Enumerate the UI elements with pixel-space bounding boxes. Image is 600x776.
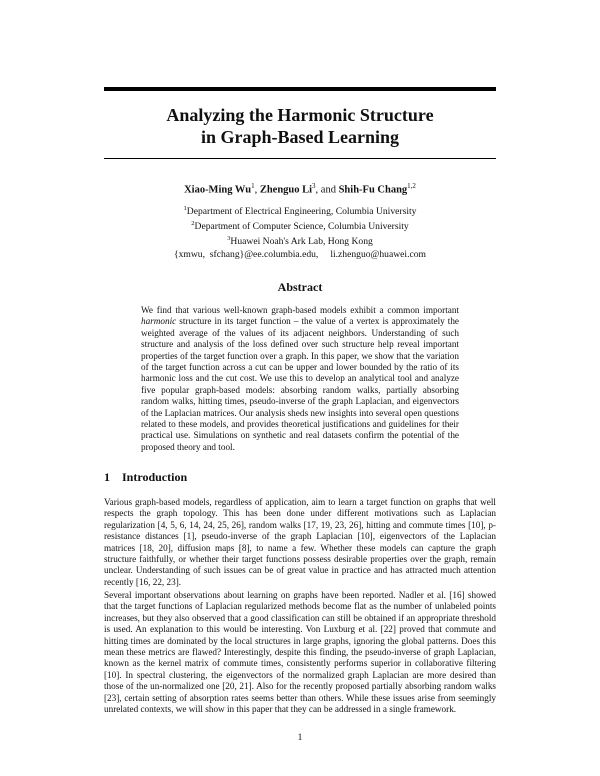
affiliations	[104, 203, 496, 261]
affiliation-3-marker: 3	[227, 235, 231, 243]
affiliation-2	[104, 218, 496, 233]
title-top-rule	[104, 87, 496, 91]
paper-title	[104, 104, 496, 148]
author-1: Xiao-Ming Wu	[184, 184, 252, 196]
intro-paragraph-2: Several important observations about learning on graphs have been reported. Nadler et al. [16] showed that the target functions of Laplacian regularized methods become flat as the number of unlabeled points increases, but they also observed that a good classification can still be obtained if an appropriate threshold is used. An explanation to this would be interesting. Von Luxburg et al. [22] proved that commute and hitting times are dominated by the local structures in large graphs, ignoring the global patterns. Does this mean these metrics are flawed? Interestingly, despite this finding, the pseudo-inverse of graph Laplacian, known as the kernel matrix of commute times, consistently performs superior in collaborative filtering [10]. In spectral clustering, the eigenvectors of the normalized graph Laplacian are more desired than those of the un-normalized one [20, 21]. Also for the recently proposed partially absorbing random walks [23], certain setting of absorption rates seems better than others. While these issues arise from seemingly unrelated contexts, we will show in this paper that they can be addressed in a single framework.	[104, 590, 496, 715]
abstract-heading: Abstract	[277, 280, 323, 294]
author-1-affil: 1	[251, 182, 255, 190]
author-separator: ,	[254, 184, 260, 196]
abstract-text-start: We find that various well-known graph-based models exhibit a common important	[141, 305, 459, 315]
affiliation-1-marker: 1	[183, 205, 187, 212]
title-line-2: in Graph-Based Learning	[200, 127, 400, 147]
author-emails: {xmwu, sfchang}@ee.columbia.edu, li.zhenguo@huawei.com	[174, 248, 426, 260]
author-2: Zhenguo Li	[259, 184, 313, 196]
title-bottom-rule	[104, 158, 496, 159]
author-and: , and	[315, 184, 339, 196]
author-2-affil: 3	[312, 182, 316, 190]
section-heading	[104, 470, 187, 485]
affiliation-1	[104, 203, 496, 218]
section-title: Introduction	[122, 470, 188, 484]
intro-paragraph-1: Various graph-based models, regardless of application, aim to learn a target function on graphs that well respects the graph topology. This has been done under different motivations such as Laplacian regularization [4, 5, 6, 14, 24, 25, 26], random walks [17, 19, 23, 26], hitting and commute times [10], p-resistance distances [1], pseudo-inverse of the graph Laplacian [10], eigenvectors of the Laplacian matrices [18, 20], diffusion maps [8], to name a few. Whether these models can capture the graph structure faithfully, or whether their target functions possess desirable properties over the graph, remain unclear. Understanding of such issues can be of great value in practice and has attracted much attention recently [16, 22, 23].	[104, 497, 496, 587]
affiliation-3	[104, 233, 496, 248]
affiliation-2-marker: 2	[191, 220, 195, 228]
author-list	[104, 180, 496, 197]
affiliation-3-text: Huawei Noah's Ark Lab, Hong Kong	[230, 236, 373, 248]
author-3-affil: 1,2	[407, 182, 416, 190]
author-3: Shih-Fu Chang	[338, 184, 408, 196]
section-number: 1	[104, 470, 110, 484]
affiliation-1-text: Department of Electrical Engineering, Columbia University	[186, 206, 417, 218]
title-line-1: Analyzing the Harmonic Structure	[166, 105, 434, 125]
abstract-text-rest: structure in its target function – the value of a vertex is approximately the weighted average of the values of its adjacent neighbors. Understanding of such structure and analysis of the loss defined over such structure help reveal important properties of the target function over a graph. In this paper, we show that the variation of the target function across a cut can be upper and lower bounded by the ratio of its harmonic loss and the cut cost. We use this to develop an analytical tool and analyze five popular graph-based models: absorbing random walks, partially absorbing random walks, hitting times, pseudo-inverse of the graph Laplacian, and eigenvectors of the Laplacian matrices. Our analysis sheds new insights into several open questions related to these models, and provides theoretical justifications and guidelines for their practical use. Simulations on synthetic and real datasets confirm the potential of the proposed theory and tool.	[141, 316, 459, 452]
abstract-italic-term: harmonic	[141, 316, 177, 327]
abstract-body	[141, 305, 459, 453]
page-number: 1	[297, 733, 303, 743]
affiliation-2-text: Department of Computer Science, Columbia University	[194, 221, 409, 233]
